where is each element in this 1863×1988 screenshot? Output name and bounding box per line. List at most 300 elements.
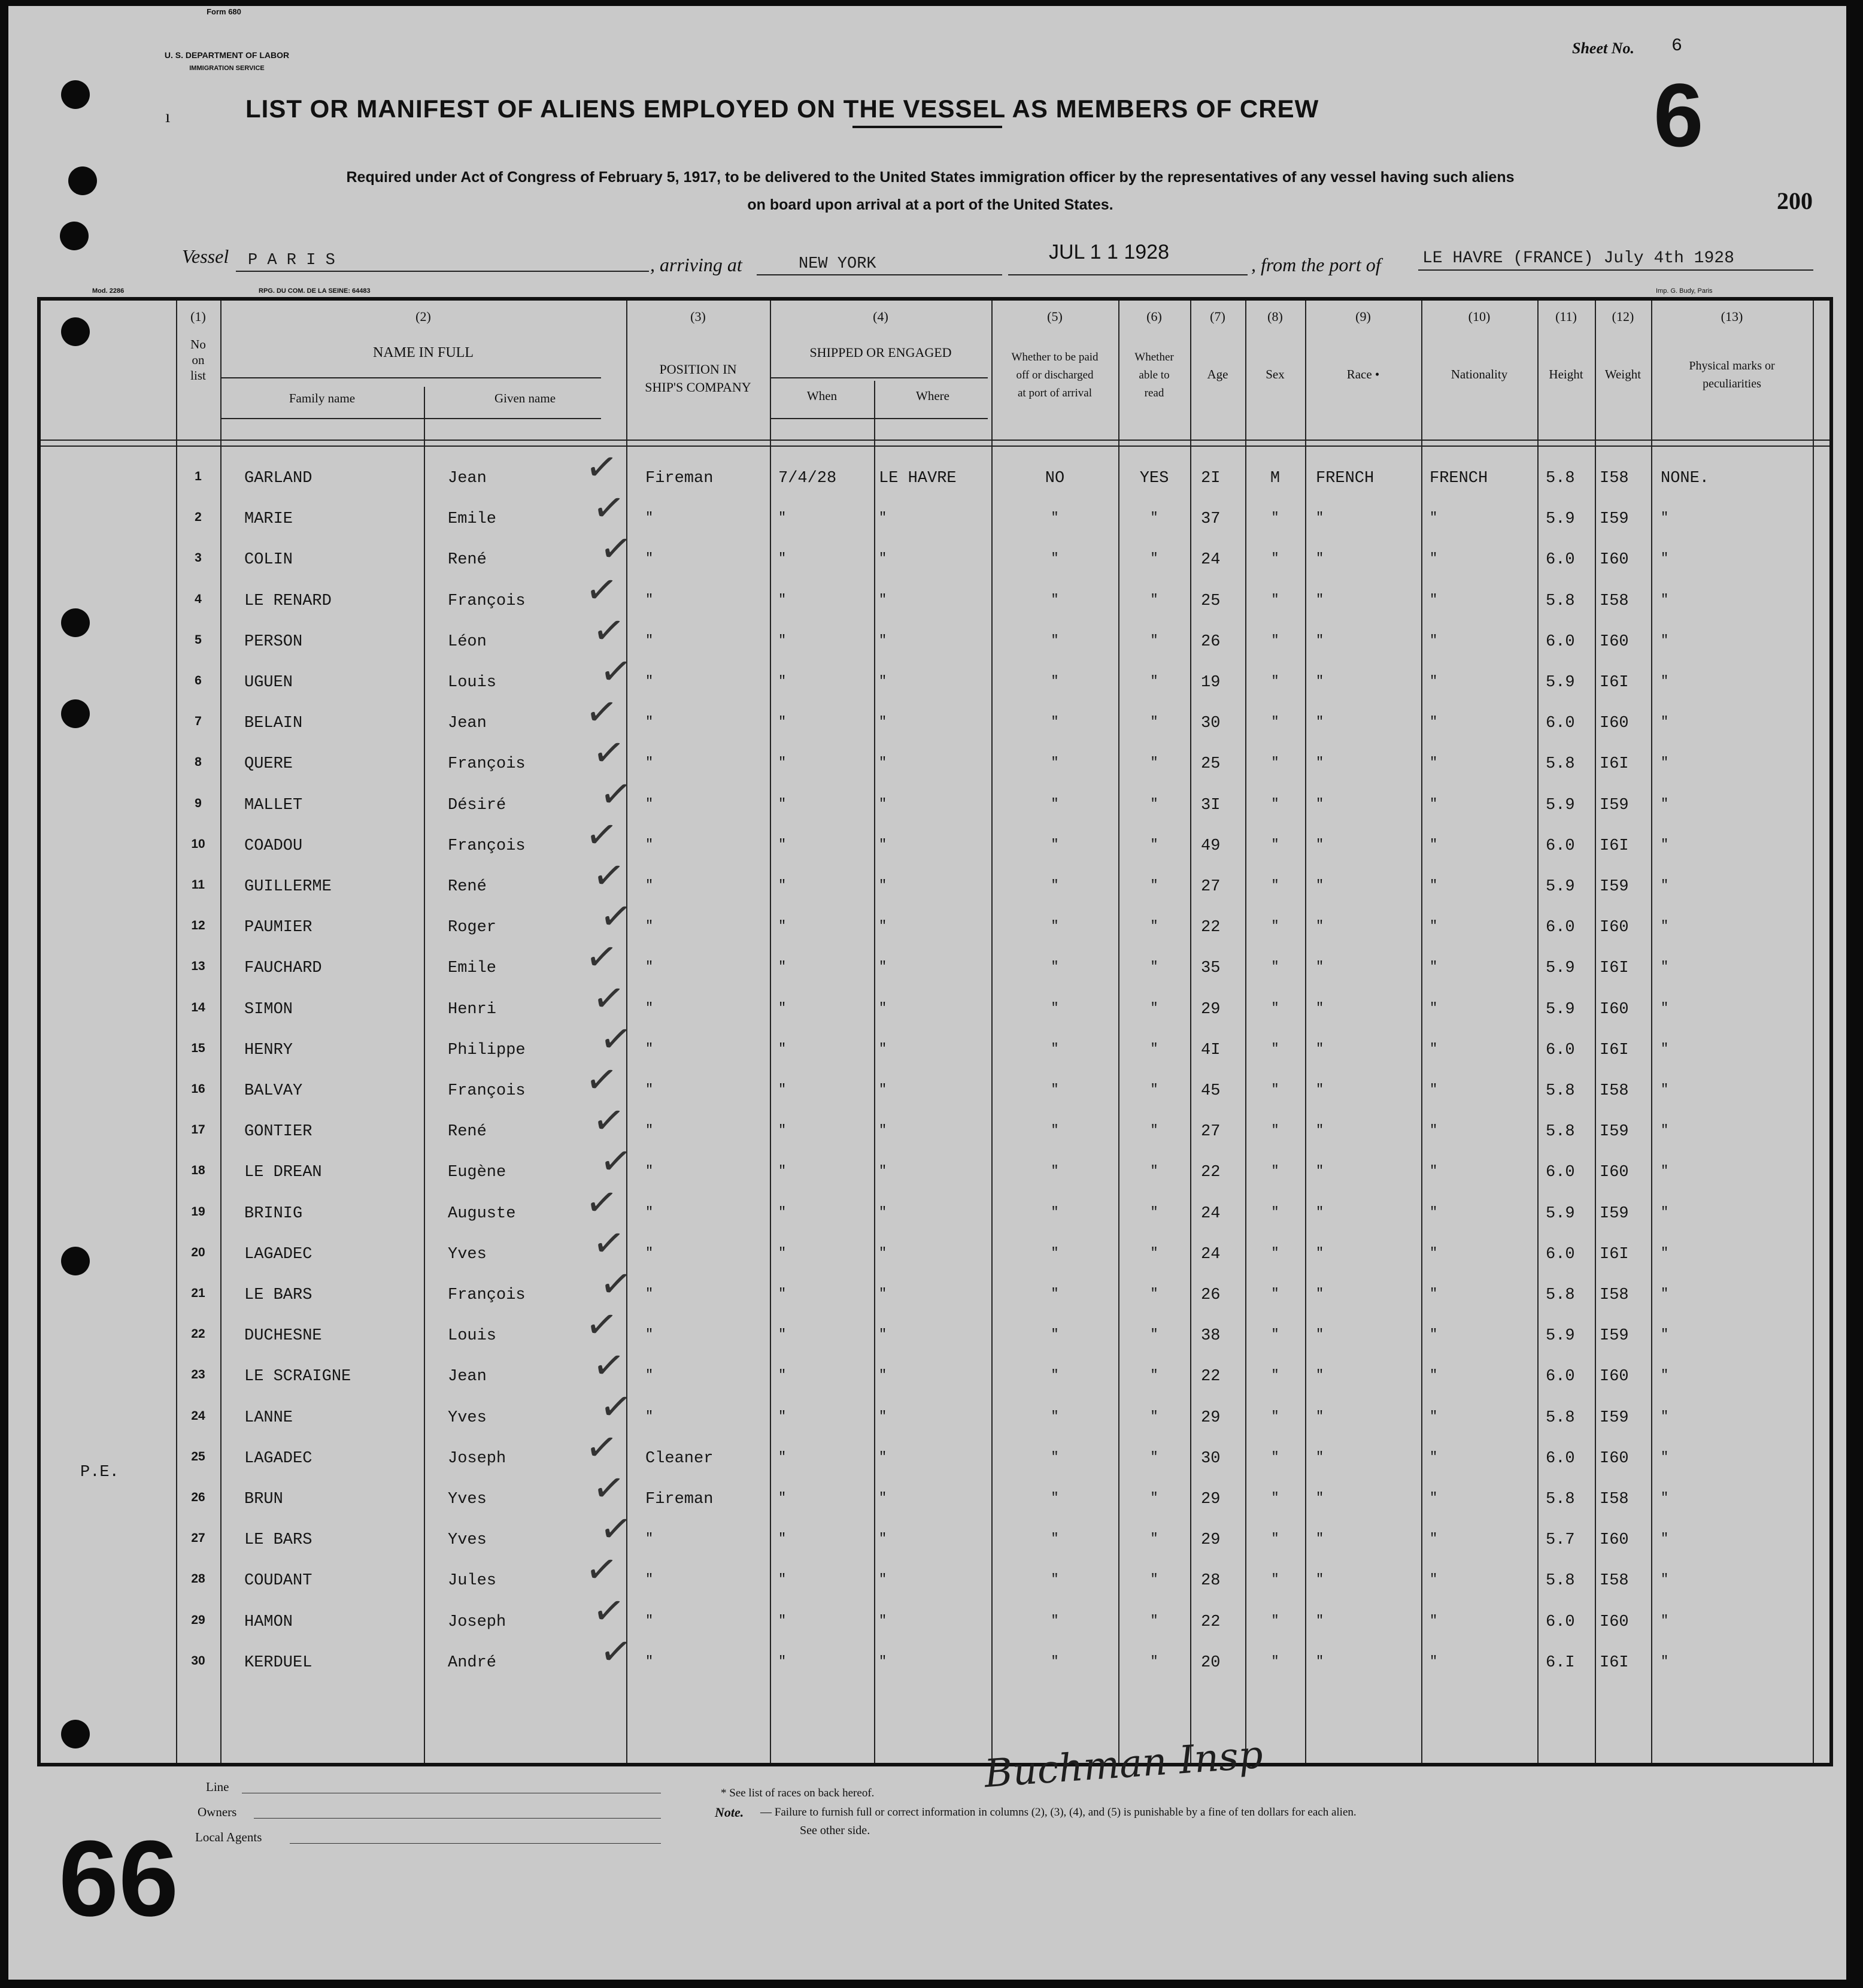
cell-age: 24	[1201, 551, 1221, 569]
note-text: — Failure to furnish full or correct information in columns (2), (3), (4), and (5) is punishable by a fine of ten dollars for each alien.	[760, 1806, 1357, 1819]
cell-when: "	[778, 919, 787, 934]
cell-given: François	[448, 837, 526, 855]
cell-sex: "	[1271, 674, 1279, 689]
cell-height: 5.8	[1546, 1123, 1575, 1141]
sheet-value: 6	[1671, 36, 1683, 56]
cell-height: 5.8	[1546, 1572, 1575, 1590]
cell-paid: NO	[1045, 469, 1065, 487]
cell-given: François	[448, 755, 526, 773]
cell-age: 29	[1201, 1531, 1221, 1549]
col9-number: (9)	[1355, 309, 1371, 324]
cell-no: 29	[191, 1613, 205, 1627]
cell-nat: "	[1430, 674, 1438, 689]
cell-family: MARIE	[244, 510, 293, 528]
col8-number: (8)	[1267, 309, 1283, 324]
cell-marks: "	[1661, 1041, 1669, 1056]
owners-underline	[254, 1818, 661, 1819]
cell-read: "	[1150, 1245, 1158, 1260]
col6-number: (6)	[1146, 309, 1162, 324]
departure-underline	[1418, 269, 1813, 271]
col1-label: No on list	[190, 337, 206, 383]
cell-read: "	[1150, 919, 1158, 934]
cell-height: 6.I	[1546, 1654, 1575, 1672]
cell-age: 30	[1201, 714, 1221, 732]
cell-age: 24	[1201, 1205, 1221, 1223]
cell-where: "	[879, 1123, 887, 1138]
cell-given: Léon	[448, 633, 487, 651]
cell-sex: "	[1271, 714, 1279, 729]
cell-no: 27	[191, 1531, 205, 1545]
cell-nat: "	[1430, 1001, 1438, 1016]
cell-race: "	[1316, 1572, 1324, 1587]
cell-age: 28	[1201, 1572, 1221, 1590]
cell-no: 25	[191, 1450, 205, 1463]
col4-number: (4)	[873, 309, 888, 324]
check-mark-icon: ✓	[597, 1260, 635, 1309]
cell-marks: "	[1661, 959, 1669, 974]
cell-paid: "	[1051, 1041, 1059, 1056]
cell-marks: "	[1661, 1082, 1669, 1097]
cell-read: "	[1150, 633, 1158, 648]
cell-marks: "	[1661, 878, 1669, 893]
cell-nat: "	[1430, 1409, 1438, 1424]
cell-race: "	[1316, 878, 1324, 893]
cell-family: DUCHESNE	[244, 1327, 322, 1345]
cell-weight: I59	[1600, 796, 1629, 814]
cell-marks: "	[1661, 1490, 1669, 1505]
cell-read: "	[1150, 1572, 1158, 1587]
cell-marks: "	[1661, 1368, 1669, 1383]
vessel-underline	[236, 271, 649, 272]
cell-age: 3I	[1201, 796, 1221, 814]
cell-when: "	[778, 1490, 787, 1505]
cell-position: "	[645, 1245, 654, 1260]
cell-nat: "	[1430, 714, 1438, 729]
cell-marks: "	[1661, 1572, 1669, 1587]
cell-height: 5.9	[1546, 1205, 1575, 1223]
cell-sex: "	[1271, 755, 1279, 770]
cell-given: Eugène	[448, 1163, 506, 1181]
registry-imprint: RPG. DU COM. DE LA SEINE: 64483	[259, 287, 371, 295]
cell-weight: I60	[1600, 714, 1629, 732]
cell-nat: "	[1430, 1450, 1438, 1465]
cell-when: "	[778, 1531, 787, 1546]
cell-weight: I60	[1600, 1368, 1629, 1386]
cell-weight: I59	[1600, 1205, 1629, 1223]
cell-age: 20	[1201, 1654, 1221, 1672]
cell-nat: "	[1430, 1286, 1438, 1301]
cell-sex: "	[1271, 1654, 1279, 1669]
vessel-line	[182, 246, 229, 268]
check-mark-icon: ✓	[582, 933, 621, 982]
cell-where: "	[879, 592, 887, 607]
cell-no: 26	[191, 1490, 205, 1504]
cell-when: "	[778, 633, 787, 648]
cell-where: "	[879, 1531, 887, 1546]
col9-label: Race •	[1346, 367, 1380, 381]
cell-age: 19	[1201, 674, 1221, 692]
cell-sex: "	[1271, 1163, 1279, 1178]
check-mark-icon: ✓	[597, 1505, 635, 1554]
cell-nat: "	[1430, 592, 1438, 607]
cell-paid: "	[1051, 1572, 1059, 1587]
col4-when-label: When	[806, 389, 838, 403]
cell-family: GUILLERME	[244, 878, 332, 896]
cell-given: Jean	[448, 469, 487, 487]
cell-height: 6.0	[1546, 551, 1575, 569]
col12-number: (12)	[1612, 309, 1634, 324]
cell-no: 12	[191, 919, 205, 932]
cell-when: "	[778, 551, 787, 566]
cell-weight: I60	[1600, 1531, 1629, 1549]
cell-read: "	[1150, 551, 1158, 566]
check-mark-icon: ✓	[582, 1178, 621, 1228]
cell-marks: "	[1661, 1205, 1669, 1220]
cell-paid: "	[1051, 1531, 1059, 1546]
cell-read: "	[1150, 1001, 1158, 1016]
check-mark-icon: ✓	[597, 1137, 635, 1186]
cell-age: 26	[1201, 633, 1221, 651]
check-mark-icon: ✓	[590, 1096, 628, 1145]
cell-read: "	[1150, 1286, 1158, 1301]
check-mark-icon: ✓	[597, 1628, 635, 1677]
cell-when: "	[778, 1409, 787, 1424]
page-title: LIST OR MANIFEST OF ALIENS EMPLOYED ON THE VESSEL AS MEMBERS OF CREW	[245, 95, 1319, 123]
cell-where: "	[879, 1205, 887, 1220]
cell-read: "	[1150, 1450, 1158, 1465]
cell-family: PAUMIER	[244, 919, 312, 937]
cell-race: "	[1316, 959, 1324, 974]
cell-read: "	[1150, 837, 1158, 852]
cell-paid: "	[1051, 1450, 1059, 1465]
cell-age: 25	[1201, 592, 1221, 610]
cell-no: 17	[191, 1123, 205, 1137]
manifest-page	[8, 6, 1846, 1980]
cell-family: SIMON	[244, 1001, 293, 1019]
cell-when: "	[778, 1205, 787, 1220]
cell-paid: "	[1051, 919, 1059, 934]
cell-nat: "	[1430, 755, 1438, 770]
cell-when: 7/4/28	[778, 469, 837, 487]
cell-family: GONTIER	[244, 1123, 312, 1141]
cell-paid: "	[1051, 1368, 1059, 1383]
check-mark-icon: ✓	[582, 688, 621, 737]
cell-race: "	[1316, 714, 1324, 729]
owners-label: Owners	[198, 1805, 237, 1819]
cell-where: "	[879, 714, 887, 729]
cell-position: "	[645, 1082, 654, 1097]
cell-height: 5.9	[1546, 878, 1575, 896]
cell-paid: "	[1051, 1490, 1059, 1505]
cell-weight: I59	[1600, 510, 1629, 528]
cell-no: 2	[195, 510, 202, 524]
cell-read: "	[1150, 959, 1158, 974]
cell-marks: "	[1661, 633, 1669, 648]
cell-position: "	[645, 674, 654, 689]
cell-weight: I6I	[1600, 1654, 1629, 1672]
cell-race: "	[1316, 674, 1324, 689]
cell-position: "	[645, 1041, 654, 1056]
cell-race: "	[1316, 1001, 1324, 1016]
cell-weight: I60	[1600, 919, 1629, 937]
cell-age: 29	[1201, 1409, 1221, 1427]
cell-weight: I59	[1600, 1327, 1629, 1345]
cell-age: 29	[1201, 1490, 1221, 1508]
cell-sex: "	[1271, 1041, 1279, 1056]
cell-position: Fireman	[645, 469, 714, 487]
cell-nat: "	[1430, 1123, 1438, 1138]
cell-given: Emile	[448, 510, 497, 528]
cell-where: "	[879, 1368, 887, 1383]
table-body	[41, 301, 1829, 1763]
cell-sex: "	[1271, 1450, 1279, 1465]
cell-where: "	[879, 1654, 887, 1669]
check-mark-icon: ✓	[582, 1545, 621, 1595]
cell-height: 5.7	[1546, 1531, 1575, 1549]
cell-family: UGUEN	[244, 674, 293, 692]
cell-read: "	[1150, 878, 1158, 893]
cell-weight: I58	[1600, 1286, 1629, 1304]
cell-family: BRUN	[244, 1490, 283, 1508]
cell-nat: "	[1430, 551, 1438, 566]
cell-position: "	[645, 1368, 654, 1383]
cell-family: PERSON	[244, 633, 303, 651]
cell-sex: "	[1271, 1205, 1279, 1220]
col11-number: (11)	[1555, 309, 1577, 324]
cell-age: 26	[1201, 1286, 1221, 1304]
cell-where: "	[879, 1613, 887, 1628]
cell-marks: "	[1661, 510, 1669, 525]
arriving-label: , arriving at	[650, 254, 742, 275]
stamp-66: 66	[59, 1819, 179, 1939]
cell-weight: I60	[1600, 1613, 1629, 1631]
cell-nat: "	[1430, 1205, 1438, 1220]
check-mark-icon: ✓	[590, 974, 628, 1023]
cell-no: 30	[191, 1654, 205, 1668]
cell-position: "	[645, 755, 654, 770]
cell-marks: "	[1661, 1163, 1669, 1178]
cell-race: "	[1316, 1286, 1324, 1301]
col7-number: (7)	[1210, 309, 1225, 324]
cell-marks: NONE.	[1661, 469, 1710, 487]
col2-label: NAME IN FULL	[373, 345, 474, 360]
cell-race: "	[1316, 1450, 1324, 1465]
cell-paid: "	[1051, 959, 1059, 974]
note-see-other-side: See other side.	[800, 1824, 870, 1837]
cell-sex: "	[1271, 510, 1279, 525]
cell-when: "	[778, 1327, 787, 1342]
cell-age: 22	[1201, 1163, 1221, 1181]
cell-sex: "	[1271, 592, 1279, 607]
cell-nat: "	[1430, 1327, 1438, 1342]
page-number-200: 200	[1777, 187, 1813, 214]
cell-family: GARLAND	[244, 469, 312, 487]
cell-family: LAGADEC	[244, 1245, 312, 1263]
cell-position: "	[645, 796, 654, 811]
cell-position: "	[645, 1572, 654, 1587]
cell-age: 49	[1201, 837, 1221, 855]
cell-nat: "	[1430, 919, 1438, 934]
cell-no: 21	[191, 1286, 205, 1300]
cell-no: 11	[191, 878, 205, 892]
col12-label: Weight	[1604, 367, 1641, 381]
cell-marks: "	[1661, 714, 1669, 729]
cell-family: QUERE	[244, 755, 293, 773]
requirement-text-2: on board upon arrival at a port of the United States.	[747, 196, 1113, 213]
cell-family: FAUCHARD	[244, 959, 322, 977]
cell-position: "	[645, 1613, 654, 1628]
cell-read: "	[1150, 1163, 1158, 1178]
cell-paid: "	[1051, 796, 1059, 811]
cell-no: 18	[191, 1163, 205, 1177]
cell-height: 5.8	[1546, 1490, 1575, 1508]
cell-given: François	[448, 592, 526, 610]
cell-where: "	[879, 1163, 887, 1178]
cell-given: André	[448, 1654, 497, 1672]
cell-no: 8	[195, 755, 202, 769]
cell-where: "	[879, 796, 887, 811]
cell-given: René	[448, 1123, 487, 1141]
cell-read: "	[1150, 1490, 1158, 1505]
vessel-name: P A R I S	[248, 251, 335, 269]
cell-given: Louis	[448, 1327, 497, 1345]
cell-when: "	[778, 1041, 787, 1056]
cell-marks: "	[1661, 919, 1669, 934]
cell-read: YES	[1139, 469, 1169, 487]
cell-where: "	[879, 837, 887, 852]
col6-label: Whether able to read	[1134, 351, 1174, 399]
cell-height: 5.9	[1546, 1327, 1575, 1345]
cell-family: HAMON	[244, 1613, 293, 1631]
cell-weight: I58	[1600, 1572, 1629, 1590]
cell-given: Jean	[448, 714, 487, 732]
cell-family: LE DREAN	[244, 1163, 322, 1181]
cell-family: MALLET	[244, 796, 303, 814]
cell-where: "	[879, 1082, 887, 1097]
cell-race: "	[1316, 796, 1324, 811]
crew-table	[37, 297, 1833, 1766]
cell-height: 5.9	[1546, 674, 1575, 692]
col3-label: POSITION IN SHIP'S COMPANY	[645, 362, 751, 395]
cell-paid: "	[1051, 1245, 1059, 1260]
cell-position: "	[645, 959, 654, 974]
check-mark-icon: ✓	[597, 525, 635, 574]
check-mark-icon: ✓	[590, 1341, 628, 1390]
cell-given: Yves	[448, 1531, 487, 1549]
cell-where: "	[879, 551, 887, 566]
cell-height: 6.0	[1546, 919, 1575, 937]
cell-position: "	[645, 1205, 654, 1220]
cell-where: "	[879, 674, 887, 689]
cell-read: "	[1150, 1409, 1158, 1424]
cell-position: "	[645, 714, 654, 729]
from-port-label: , from the port of	[1251, 254, 1381, 275]
cell-paid: "	[1051, 1001, 1059, 1016]
cell-given: Henri	[448, 1001, 497, 1019]
cell-race: "	[1316, 1531, 1324, 1546]
cell-marks: "	[1661, 592, 1669, 607]
cell-family: LANNE	[244, 1409, 293, 1427]
cell-sex: "	[1271, 1327, 1279, 1342]
cell-paid: "	[1051, 878, 1059, 893]
cell-when: "	[778, 1368, 787, 1383]
check-mark-icon: ✓	[590, 729, 628, 778]
cell-nat: "	[1430, 878, 1438, 893]
cell-position: "	[645, 592, 654, 607]
cell-paid: "	[1051, 1123, 1059, 1138]
cell-no: 13	[191, 959, 205, 973]
cell-weight: I6I	[1600, 959, 1629, 977]
cell-when: "	[778, 674, 787, 689]
sheet-label: Sheet No.	[1572, 40, 1634, 57]
title-underline	[852, 126, 1002, 128]
cell-given: Désiré	[448, 796, 506, 814]
cell-position: "	[645, 878, 654, 893]
cell-where: "	[879, 1450, 887, 1465]
cell-paid: "	[1051, 674, 1059, 689]
check-mark-icon: ✓	[597, 770, 635, 819]
check-mark-icon: ✓	[590, 1464, 628, 1513]
cell-height: 6.0	[1546, 714, 1575, 732]
cell-where: "	[879, 959, 887, 974]
cell-read: "	[1150, 1368, 1158, 1383]
cell-height: 6.0	[1546, 837, 1575, 855]
cell-weight: I6I	[1600, 674, 1629, 692]
cell-marks: "	[1661, 796, 1669, 811]
cell-height: 6.0	[1546, 1245, 1575, 1263]
cell-where: "	[879, 1409, 887, 1424]
cell-when: "	[778, 1654, 787, 1669]
check-mark-icon: ✓	[582, 811, 621, 860]
cell-height: 5.9	[1546, 510, 1575, 528]
cell-position: "	[645, 1163, 654, 1178]
cell-no: 5	[195, 633, 202, 647]
cell-age: 2I	[1201, 469, 1221, 487]
cell-sex: "	[1271, 837, 1279, 852]
cell-paid: "	[1051, 551, 1059, 566]
cell-no: 22	[191, 1327, 205, 1341]
cell-nat: "	[1430, 1041, 1438, 1056]
cell-height: 6.0	[1546, 1041, 1575, 1059]
cell-given: Jules	[448, 1572, 497, 1590]
col13-label: Physical marks or peculiarities	[1689, 359, 1775, 390]
cell-no: 19	[191, 1205, 205, 1219]
date-stamp: JUL 1 1 1928	[1049, 241, 1169, 263]
cell-position: Fireman	[645, 1490, 714, 1508]
line-label: Line	[206, 1780, 229, 1794]
cell-sex: "	[1271, 1082, 1279, 1097]
form-mod: Mod. 2286	[92, 287, 125, 295]
cell-sex: "	[1271, 959, 1279, 974]
cell-given: Joseph	[448, 1450, 506, 1468]
cell-no: 23	[191, 1368, 205, 1381]
cell-nat: "	[1430, 1368, 1438, 1383]
cell-given: Yves	[448, 1409, 487, 1427]
cell-age: 35	[1201, 959, 1221, 977]
check-mark-icon: ✓	[597, 1383, 635, 1432]
cell-position: "	[645, 1654, 654, 1669]
pe-annotation: P.E.	[80, 1463, 119, 1481]
cell-family: BALVAY	[244, 1082, 303, 1100]
cell-when: "	[778, 592, 787, 607]
cell-weight: I60	[1600, 633, 1629, 651]
cell-where: "	[879, 1001, 887, 1016]
cell-weight: I60	[1600, 551, 1629, 569]
punch-hole	[60, 222, 89, 250]
cell-position: "	[645, 919, 654, 934]
cell-family: BELAIN	[244, 714, 303, 732]
cell-no: 24	[191, 1409, 205, 1423]
